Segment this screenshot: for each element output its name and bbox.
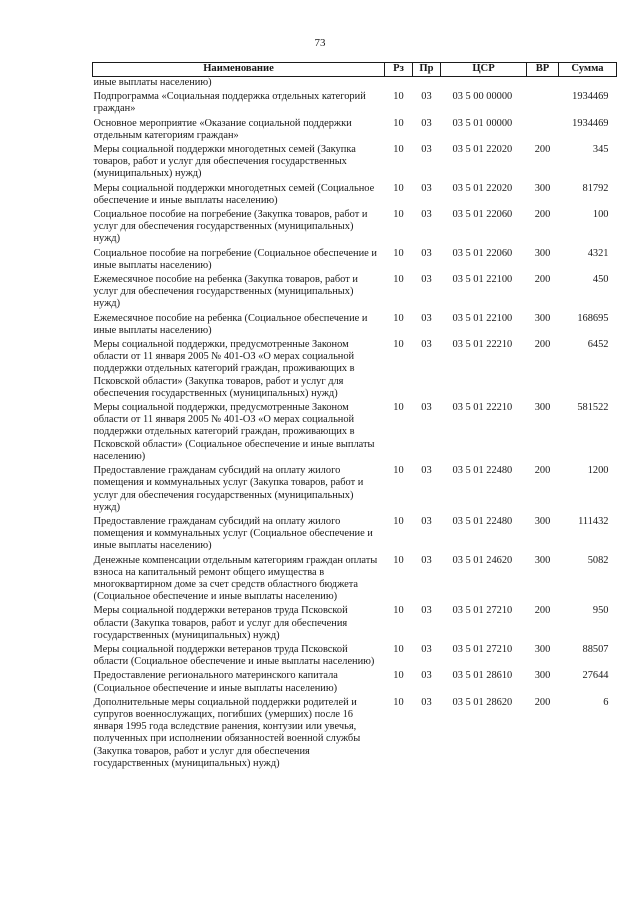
cell-pr: 03 <box>421 696 432 708</box>
table-row <box>93 465 617 516</box>
cell-pr: 03 <box>421 605 432 617</box>
cell-csr: 03 5 01 24620 <box>452 554 513 566</box>
cell-name: Ежемесячное пособие на ребенка (Социальное обеспечение и иные выплаты населению) <box>93 312 368 336</box>
cell-vr: 300 <box>534 182 551 194</box>
cell-sum: 345 <box>592 144 609 156</box>
cell-vr: 200 <box>534 144 551 156</box>
cell-rz: 10 <box>393 274 404 286</box>
cell-csr: 03 5 01 22480 <box>452 515 513 527</box>
cell-rz: 10 <box>393 91 404 103</box>
cell-rz: 10 <box>393 605 404 617</box>
cell-rz: 10 <box>393 312 404 324</box>
cell-vr: 200 <box>534 696 551 708</box>
cell-rz: 10 <box>393 209 404 221</box>
cell-vr: 200 <box>534 209 551 221</box>
cell-csr: 03 5 01 27210 <box>452 643 513 655</box>
cell-name: Меры социальной поддержки ветеранов труда Псковской области (Закупка товаров, работ и услуг для обеспечения государственных (муниципальных) нужд) <box>93 605 348 641</box>
cell-vr <box>527 91 559 117</box>
cell-sum: 950 <box>592 605 609 617</box>
cell-vr <box>527 118 559 144</box>
cell-name: Меры социальной поддержки многодетных семей (Социальное обеспечение и иные выплаты населению) <box>93 182 375 206</box>
cell-sum: 111432 <box>578 515 609 527</box>
cell-name: Предоставление регионального материнского капитала (Социальное обеспечение и иные выплаты населению) <box>93 670 338 694</box>
cell-rz: 10 <box>393 339 404 351</box>
cell-pr: 03 <box>421 465 432 477</box>
table-row <box>93 274 617 313</box>
cell-sum: 1934469 <box>572 117 609 129</box>
table-row <box>93 313 617 339</box>
cell-sum: 6452 <box>587 339 609 351</box>
cell-name: иные выплаты населению) <box>93 77 212 88</box>
cell-csr: 03 5 00 00000 <box>452 91 513 103</box>
cell-sum: 1200 <box>587 465 609 477</box>
cell-rz: 10 <box>393 554 404 566</box>
cell-name: Меры социальной поддержки ветеранов труда Псковской области (Социальное обеспечение и иные выплаты населению) <box>93 643 375 668</box>
budget-table <box>92 62 617 772</box>
cell-sum: 168695 <box>577 312 609 324</box>
table-row <box>93 248 617 274</box>
table-row <box>93 339 617 402</box>
cell-pr: 03 <box>421 144 432 156</box>
cell-rz: 10 <box>393 465 404 477</box>
cell-sum: 581522 <box>577 402 609 414</box>
table-row <box>93 91 617 117</box>
table-row <box>93 402 617 465</box>
cell-csr: 03 5 01 22210 <box>452 339 513 351</box>
header-vr: ВР <box>527 63 559 77</box>
header-csr: ЦСР <box>441 63 527 77</box>
cell-pr: 03 <box>421 554 432 566</box>
cell-name: Подпрограмма «Социальная поддержка отдельных категорий граждан» <box>93 91 366 115</box>
cell-sum <box>559 77 617 92</box>
cell-csr: 03 5 01 22210 <box>452 402 513 414</box>
cell-rz: 10 <box>393 515 404 527</box>
cell-sum: 450 <box>592 274 609 286</box>
cell-csr: 03 5 01 27210 <box>452 605 513 617</box>
cell-vr: 200 <box>534 339 551 351</box>
cell-rz: 10 <box>393 696 404 708</box>
cell-pr: 03 <box>421 274 432 286</box>
cell-vr: 200 <box>534 465 551 477</box>
cell-name: Социальное пособие на погребение (Закупка товаров, работ и услуг для обеспечения государственных (муниципальных) нужд) <box>93 209 368 245</box>
cell-vr: 200 <box>534 605 551 617</box>
cell-sum: 100 <box>592 209 609 221</box>
cell-pr: 03 <box>421 91 432 103</box>
table-row <box>93 118 617 144</box>
cell-vr: 300 <box>534 643 551 655</box>
table-row <box>93 77 617 92</box>
cell-vr: 200 <box>534 274 551 286</box>
cell-pr: 03 <box>421 117 432 129</box>
cell-csr: 03 5 01 22480 <box>452 465 513 477</box>
cell-pr: 03 <box>421 312 432 324</box>
cell-rz: 10 <box>393 247 404 259</box>
cell-csr: 03 5 01 28620 <box>452 696 513 708</box>
table-row <box>93 183 617 209</box>
cell-vr: 300 <box>534 247 551 259</box>
cell-csr: 03 5 01 28610 <box>452 670 513 682</box>
cell-csr: 03 5 01 22060 <box>452 247 513 259</box>
cell-vr: 300 <box>534 670 551 682</box>
cell-pr: 03 <box>421 515 432 527</box>
cell-sum: 81792 <box>582 182 609 194</box>
cell-rz: 10 <box>393 117 404 129</box>
cell-vr <box>527 77 559 92</box>
cell-csr: 03 5 01 22060 <box>452 209 513 221</box>
cell-sum: 5082 <box>587 554 609 566</box>
table-row <box>93 144 617 183</box>
table-row <box>93 697 617 772</box>
cell-name: Меры социальной поддержки, предусмотренные Законом области от 11 января 2005 № 401-ОЗ «О мерах социальной поддержки отдельных категорий граждан, проживающих в Псковской области» (Закупка товаров, работ и услуг для обеспечения государственных (муниципальных) нужд) <box>93 339 355 399</box>
table-row <box>93 605 617 644</box>
header-rz: Рз <box>385 63 413 77</box>
cell-csr: 03 5 01 22020 <box>452 182 513 194</box>
cell-rz: 10 <box>393 670 404 682</box>
cell-name: Основное мероприятие «Оказание социальной поддержки отдельным категориям граждан» <box>93 117 352 141</box>
cell-sum: 4321 <box>587 247 609 259</box>
cell-pr <box>413 77 441 92</box>
cell-rz: 10 <box>393 402 404 414</box>
cell-name: Дополнительные меры социальной поддержки родителей и супругов военнослужащих, погибших (умерших) после 16 января 1995 года вследствие ранения, контузии или увечья, полученных при исполнении обязанностей военной службы (Закупка товаров, работ и услуг для обеспечения государственных (муниципальных) нужд) <box>93 696 361 769</box>
cell-pr: 03 <box>421 247 432 259</box>
cell-rz: 10 <box>393 182 404 194</box>
cell-rz: 10 <box>393 643 404 655</box>
cell-csr: 03 5 01 00000 <box>452 117 513 129</box>
cell-name: Социальное пособие на погребение (Социальное обеспечение и иные выплаты населению) <box>93 247 377 271</box>
cell-pr: 03 <box>421 182 432 194</box>
cell-pr: 03 <box>421 339 432 351</box>
table-row <box>93 555 617 606</box>
header-name: Наименование <box>93 63 385 77</box>
cell-sum: 88507 <box>582 643 609 655</box>
cell-csr <box>441 77 527 92</box>
cell-csr: 03 5 01 22100 <box>452 312 513 324</box>
cell-pr: 03 <box>421 402 432 414</box>
table-row <box>93 644 617 670</box>
cell-name: Ежемесячное пособие на ребенка (Закупка товаров, работ и услуг для обеспечения государственных (муниципальных) нужд) <box>93 274 358 310</box>
cell-vr: 300 <box>534 515 551 527</box>
cell-pr: 03 <box>421 209 432 221</box>
table-row <box>93 209 617 248</box>
cell-name: Меры социальной поддержки многодетных семей (Закупка товаров, работ и услуг для обеспечения государственных (муниципальных) нужд) <box>93 144 356 180</box>
cell-sum: 1934469 <box>572 91 609 103</box>
cell-pr: 03 <box>421 643 432 655</box>
header-sum: Сумма <box>559 63 617 77</box>
cell-sum: 27644 <box>582 670 609 682</box>
cell-vr: 300 <box>534 554 551 566</box>
table-row <box>93 670 617 696</box>
cell-csr: 03 5 01 22020 <box>452 144 513 156</box>
page-number: 73 <box>314 37 326 49</box>
table-row <box>93 516 617 555</box>
cell-rz <box>385 77 413 92</box>
cell-name: Денежные компенсации отдельным категориям граждан оплаты взноса на капитальный ремонт общего имущества в многоквартирном доме за счет средств областного бюджета (Социальное обеспечение и иные выплаты населению) <box>93 554 378 603</box>
cell-vr: 300 <box>534 402 551 414</box>
cell-name: Меры социальной поддержки, предусмотренные Законом области от 11 января 2005 № 401-ОЗ «О мерах социальной поддержки отдельных категорий граждан, проживающих в Псковской области» (Социальное обеспечение и иные выплаты населению) <box>93 402 375 462</box>
cell-rz: 10 <box>393 144 404 156</box>
cell-pr: 03 <box>421 670 432 682</box>
table-header-row <box>93 63 617 77</box>
cell-vr: 300 <box>534 312 551 324</box>
cell-sum: 6 <box>603 696 609 708</box>
header-pr: Пр <box>413 63 441 77</box>
cell-name: Предоставление гражданам субсидий на оплату жилого помещения и коммунальных услуг (Социальное обеспечение и иные выплаты населению) <box>93 515 373 552</box>
cell-name: Предоставление гражданам субсидий на оплату жилого помещения и коммунальных услуг (Закупка товаров, работ и услуг для обеспечения государственных (муниципальных) нужд) <box>93 465 364 513</box>
cell-csr: 03 5 01 22100 <box>452 274 513 286</box>
